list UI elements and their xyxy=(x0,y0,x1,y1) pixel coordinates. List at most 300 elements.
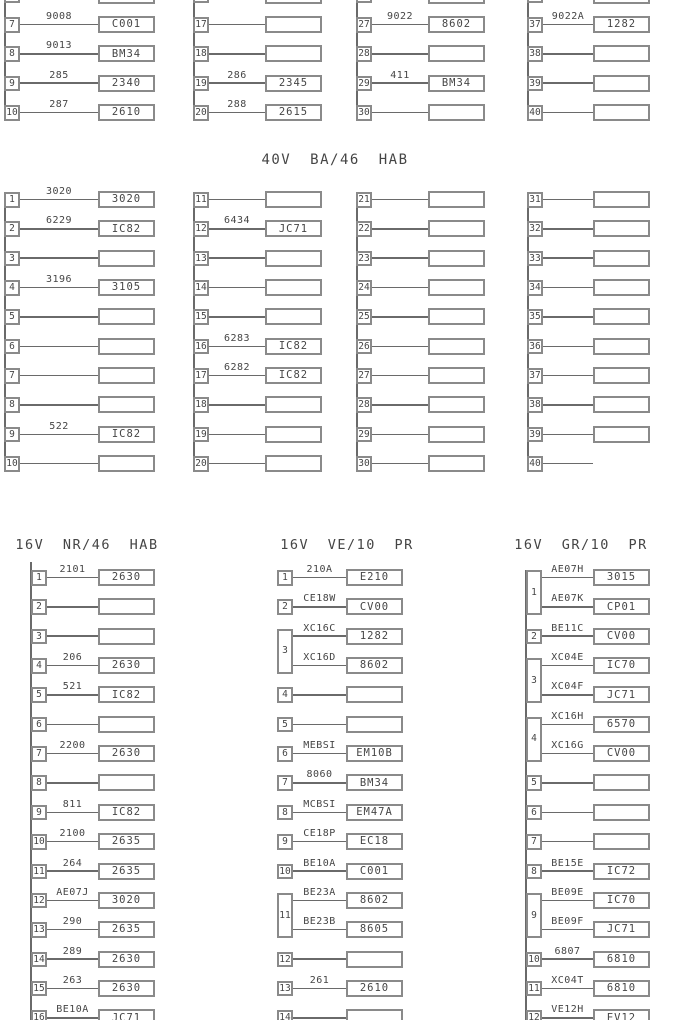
terminal-box xyxy=(346,951,403,968)
terminal-box: 6810 xyxy=(593,951,650,968)
pin-box: 22 xyxy=(356,221,372,237)
wire-label: BE09F xyxy=(551,916,584,928)
terminal-box xyxy=(346,716,403,733)
wire-label: AE07H xyxy=(551,564,584,575)
pin-box: 9 xyxy=(277,834,293,850)
wire-label: CE18P xyxy=(303,828,336,840)
wire-line xyxy=(209,375,265,377)
wire-line xyxy=(543,112,593,114)
pin-box: 27 xyxy=(356,17,372,33)
pin-box: 7 xyxy=(4,17,20,33)
wire-label: 411 xyxy=(390,69,410,81)
terminal-box xyxy=(428,455,485,472)
wire-line xyxy=(293,988,346,990)
wire-label: 6283 xyxy=(223,332,251,344)
wire-label: MCBSI xyxy=(303,798,336,810)
terminal-box: JC71 xyxy=(593,686,650,703)
wire-label: 3020 xyxy=(45,186,73,197)
terminal-box xyxy=(593,774,650,791)
wire-line xyxy=(542,724,593,726)
wire-line xyxy=(20,316,98,318)
pin-box: 26 xyxy=(356,339,372,355)
wire-line xyxy=(543,53,593,55)
pin-box: 38 xyxy=(527,46,543,62)
wire-label: XC16H xyxy=(551,710,584,722)
pin-box: 15 xyxy=(193,309,209,325)
pin-box: 8 xyxy=(4,397,20,413)
wire-line xyxy=(20,375,98,377)
pin-box xyxy=(4,0,20,3)
terminal-box xyxy=(98,628,155,645)
pin-box: 36 xyxy=(527,339,543,355)
wire-label: BE10A xyxy=(303,857,336,869)
wire-label: BE23A xyxy=(303,886,336,898)
wire-label: 263 xyxy=(62,974,83,986)
wire-line xyxy=(20,199,98,201)
wire-label: 290 xyxy=(62,916,83,928)
pin-box: 18 xyxy=(193,46,209,62)
pin-box: 8 xyxy=(277,805,293,821)
wire-label: AE07J xyxy=(56,886,89,898)
terminal-box xyxy=(265,426,322,443)
wire-line xyxy=(47,929,98,931)
pin-box: 31 xyxy=(527,192,543,208)
pin-box: 39 xyxy=(527,76,543,92)
wire-label: 2100 xyxy=(59,828,86,840)
wire-line xyxy=(293,606,346,608)
pin-box: 40 xyxy=(527,456,543,472)
wire-line xyxy=(20,112,98,114)
section-title-16v-gr10-pr: 16V GR/10 PR xyxy=(514,537,648,553)
wire-line xyxy=(372,257,428,259)
terminal-box: 2630 xyxy=(98,657,155,674)
terminal-box: 2635 xyxy=(98,833,155,850)
terminal-box: 2340 xyxy=(98,75,155,92)
terminal-box: IC82 xyxy=(98,804,155,821)
wire-line xyxy=(47,724,98,726)
terminal-box xyxy=(265,455,322,472)
wire-label: 9022 xyxy=(386,11,414,22)
pin-box: 11 xyxy=(277,893,293,938)
wire-label: 9013 xyxy=(45,40,73,52)
pin-box: 1 xyxy=(31,570,47,586)
wire-line xyxy=(47,958,98,960)
terminal-box xyxy=(98,338,155,355)
terminal-box: CP01 xyxy=(593,598,650,615)
terminal-box xyxy=(593,396,650,413)
wire-line xyxy=(542,958,593,960)
terminal-box: 2610 xyxy=(346,980,403,997)
wire-label: 6434 xyxy=(223,215,251,227)
wire-line xyxy=(209,316,265,318)
wire-line xyxy=(47,782,98,784)
terminal-box: 3020 xyxy=(98,191,155,208)
pin-box: 40 xyxy=(527,105,543,121)
pin-box: 5 xyxy=(277,717,293,733)
wire-line xyxy=(293,812,346,814)
wire-line xyxy=(372,228,428,230)
wire-line xyxy=(542,870,593,872)
wire-line xyxy=(542,694,593,696)
pin-box: 17 xyxy=(193,368,209,384)
terminal-box: 2630 xyxy=(98,951,155,968)
wire-line xyxy=(293,841,346,843)
terminal-box xyxy=(428,279,485,296)
pin-box xyxy=(356,0,372,3)
terminal-box xyxy=(265,308,322,325)
terminal-box: EM47A xyxy=(346,804,403,821)
terminal-box xyxy=(98,598,155,615)
pin-box: 16 xyxy=(193,339,209,355)
wire-line xyxy=(293,577,346,579)
wire-label: XC04F xyxy=(551,681,584,693)
wire-line xyxy=(47,870,98,872)
terminal-box: 2630 xyxy=(98,980,155,997)
wire-line xyxy=(372,287,428,289)
wire-line xyxy=(372,404,428,406)
wire-line xyxy=(542,665,593,667)
wire-line xyxy=(372,53,428,55)
pin-box: 19 xyxy=(193,427,209,443)
pin-box: 9 xyxy=(4,427,20,443)
terminal-box xyxy=(98,455,155,472)
pin-box: 7 xyxy=(31,746,47,762)
wire-line xyxy=(372,346,428,348)
wire-line xyxy=(293,900,346,902)
wire-label: XC16D xyxy=(303,652,336,664)
wire-line xyxy=(372,199,428,201)
wire-label: XC04E xyxy=(551,652,584,664)
terminal-box: IC72 xyxy=(593,863,650,880)
wire-line xyxy=(293,665,346,667)
wire-line xyxy=(293,958,346,960)
terminal-box: IC82 xyxy=(98,686,155,703)
pin-box: 8 xyxy=(31,775,47,791)
terminal-box xyxy=(428,367,485,384)
wire-line xyxy=(20,346,98,348)
pin-box: 6 xyxy=(4,339,20,355)
pin-box: 30 xyxy=(356,105,372,121)
wire-line xyxy=(209,463,265,465)
pin-box: 11 xyxy=(31,864,47,880)
wire-line xyxy=(20,287,98,289)
pin-box: 28 xyxy=(356,397,372,413)
pin-box: 6 xyxy=(526,805,542,821)
terminal-box: BM34 xyxy=(98,45,155,62)
wire-line xyxy=(372,434,428,436)
wire-line xyxy=(372,375,428,377)
wire-line xyxy=(20,24,98,26)
pin-box: 3 xyxy=(31,629,47,645)
terminal-box: JC71 xyxy=(98,1009,155,1020)
wire-line xyxy=(20,53,98,55)
wire-line xyxy=(543,404,593,406)
terminal-box: C001 xyxy=(346,863,403,880)
wire-line xyxy=(209,53,265,55)
terminal-box: EV12 xyxy=(593,1009,650,1020)
wire-line xyxy=(20,434,98,436)
wire-line xyxy=(20,404,98,406)
wire-line xyxy=(542,841,593,843)
terminal-box: 6570 xyxy=(593,716,650,733)
pin-box: 3 xyxy=(4,251,20,267)
wire-line xyxy=(542,900,593,902)
wire-line xyxy=(372,24,428,26)
terminal-box: 2635 xyxy=(98,863,155,880)
wire-line xyxy=(542,606,593,608)
wire-line xyxy=(209,434,265,436)
terminal-box xyxy=(593,75,650,92)
terminal-box: 2635 xyxy=(98,921,155,938)
wire-line xyxy=(372,82,428,84)
pin-box: 21 xyxy=(356,192,372,208)
terminal-box xyxy=(593,279,650,296)
terminal-box xyxy=(428,250,485,267)
wire-line xyxy=(543,375,593,377)
wire-line xyxy=(293,870,346,872)
wire-label: XC16C xyxy=(303,622,336,634)
wire-label: BE15E xyxy=(551,857,584,869)
pin-box xyxy=(193,0,209,3)
wire-line xyxy=(293,782,346,784)
wire-line xyxy=(20,463,98,465)
wire-line xyxy=(542,782,593,784)
terminal-box xyxy=(428,308,485,325)
wire-line xyxy=(542,988,593,990)
section-title-16v-nr46-hab: 16V NR/46 HAB xyxy=(15,537,159,553)
pin-box: 12 xyxy=(31,893,47,909)
wire-label: XC16G xyxy=(551,740,584,752)
terminal-box xyxy=(593,191,650,208)
terminal-box: BM34 xyxy=(346,774,403,791)
pin-box: 4 xyxy=(4,280,20,296)
wire-line xyxy=(47,635,98,637)
terminal-box xyxy=(593,104,650,121)
pin-box: 12 xyxy=(526,1010,542,1020)
wire-line xyxy=(543,346,593,348)
terminal-box xyxy=(98,367,155,384)
terminal-box: 3020 xyxy=(98,892,155,909)
wire-line xyxy=(542,812,593,814)
terminal-box xyxy=(98,396,155,413)
terminal-box xyxy=(593,804,650,821)
pin-box: 20 xyxy=(193,105,209,121)
wire-line xyxy=(543,287,593,289)
pin-box: 8 xyxy=(4,46,20,62)
wire-label: 521 xyxy=(62,681,83,693)
terminal-box xyxy=(98,774,155,791)
wire-line xyxy=(293,1017,346,1019)
pin-box: 1 xyxy=(526,570,542,615)
wire-label: 286 xyxy=(227,69,247,81)
terminal-box: BM34 xyxy=(428,75,485,92)
wire-line xyxy=(543,463,593,465)
pin-box: 10 xyxy=(277,864,293,880)
terminal-box xyxy=(98,250,155,267)
wire-line xyxy=(47,988,98,990)
terminal-box xyxy=(98,308,155,325)
wire-line xyxy=(47,900,98,902)
pin-box: 13 xyxy=(31,922,47,938)
pin-box: 35 xyxy=(527,309,543,325)
pin-box: 9 xyxy=(526,893,542,938)
pin-box: 29 xyxy=(356,76,372,92)
terminal-box xyxy=(265,279,322,296)
wire-label: 289 xyxy=(62,945,83,957)
pin-box: 10 xyxy=(4,105,20,121)
wire-label: 6282 xyxy=(223,362,251,374)
pin-box: 2 xyxy=(31,599,47,615)
wire-label: 522 xyxy=(49,420,69,432)
wire-line xyxy=(543,199,593,201)
wire-line xyxy=(209,24,265,26)
terminal-box: 8602 xyxy=(346,657,403,674)
wire-line xyxy=(543,257,593,259)
pin-box: 14 xyxy=(277,1010,293,1020)
pin-box: 2 xyxy=(4,221,20,237)
terminal-box xyxy=(593,338,650,355)
wire-label: 6229 xyxy=(45,215,73,227)
wire-line xyxy=(209,257,265,259)
terminal-box xyxy=(265,396,322,413)
terminal-box xyxy=(593,45,650,62)
wire-line xyxy=(209,199,265,201)
pin-box: 12 xyxy=(277,952,293,968)
wire-line xyxy=(542,929,593,931)
pin-box: 9 xyxy=(4,76,20,92)
wire-label: 288 xyxy=(227,99,247,111)
terminal-box: 1282 xyxy=(593,16,650,33)
terminal-box xyxy=(593,833,650,850)
wire-label: 9008 xyxy=(45,11,73,22)
terminal-box: 2630 xyxy=(98,569,155,586)
terminal-box: C001 xyxy=(98,16,155,33)
wire-label: XC04T xyxy=(551,974,584,986)
wire-line xyxy=(47,694,98,696)
pin-box: 13 xyxy=(193,251,209,267)
wire-label: 210A xyxy=(306,564,333,575)
wire-line xyxy=(209,404,265,406)
wire-line xyxy=(20,82,98,84)
pin-box: 10 xyxy=(526,952,542,968)
terminal-box xyxy=(593,0,650,4)
terminal-box: E210 xyxy=(346,569,403,586)
pin-box: 37 xyxy=(527,17,543,33)
pin-box: 3 xyxy=(526,658,542,703)
wire-line xyxy=(542,577,593,579)
terminal-box: 8605 xyxy=(346,921,403,938)
terminal-box: JC71 xyxy=(593,921,650,938)
terminal-box: IC82 xyxy=(265,367,322,384)
wire-line xyxy=(542,1017,593,1019)
wire-line xyxy=(47,812,98,814)
wire-line xyxy=(543,316,593,318)
pin-box: 28 xyxy=(356,46,372,62)
pin-box: 24 xyxy=(356,280,372,296)
wire-label: CE18W xyxy=(303,593,336,605)
wire-line xyxy=(372,112,428,114)
pin-box: 10 xyxy=(4,456,20,472)
terminal-box xyxy=(428,220,485,237)
pin-box: 14 xyxy=(193,280,209,296)
pin-box: 4 xyxy=(277,687,293,703)
wire-line xyxy=(209,287,265,289)
terminal-box xyxy=(593,250,650,267)
wire-label: BE09E xyxy=(551,886,584,898)
terminal-box: JC71 xyxy=(265,220,322,237)
wire-line xyxy=(47,1017,98,1019)
pin-box: 10 xyxy=(31,834,47,850)
terminal-box: IC82 xyxy=(265,338,322,355)
pin-box: 3 xyxy=(277,629,293,674)
wire-line xyxy=(372,463,428,465)
pin-box: 15 xyxy=(31,981,47,997)
terminal-box xyxy=(265,0,322,4)
wire-label: AE07K xyxy=(551,593,584,605)
terminal-box: IC82 xyxy=(98,426,155,443)
terminal-box xyxy=(593,367,650,384)
pin-box: 2 xyxy=(277,599,293,615)
wire-line xyxy=(293,635,346,637)
terminal-box: 8602 xyxy=(346,892,403,909)
pin-box: 6 xyxy=(277,746,293,762)
section-title-40v-ba46-hab: 40V BA/46 HAB xyxy=(261,152,409,168)
pin-box: 4 xyxy=(526,717,542,762)
wire-line xyxy=(47,841,98,843)
pin-box: 27 xyxy=(356,368,372,384)
wire-label: 287 xyxy=(49,99,69,111)
wire-label: 6807 xyxy=(554,945,581,957)
terminal-box xyxy=(346,1009,403,1020)
pin-box: 5 xyxy=(4,309,20,325)
pin-box: 25 xyxy=(356,309,372,325)
wire-label: 8060 xyxy=(306,769,333,781)
pin-box: 7 xyxy=(4,368,20,384)
wire-line xyxy=(543,434,593,436)
wire-line xyxy=(209,112,265,114)
wire-label: 9022A xyxy=(551,11,585,22)
pin-box: 11 xyxy=(526,981,542,997)
terminal-box: CV00 xyxy=(593,628,650,645)
terminal-box: EM10B xyxy=(346,745,403,762)
terminal-box: IC70 xyxy=(593,657,650,674)
pin-box: 9 xyxy=(31,805,47,821)
pin-box: 7 xyxy=(526,834,542,850)
wire-line xyxy=(293,753,346,755)
wire-line xyxy=(20,257,98,259)
terminal-box xyxy=(428,0,485,4)
pin-box: 6 xyxy=(31,717,47,733)
wire-line xyxy=(209,346,265,348)
wire-line xyxy=(47,665,98,667)
wire-line xyxy=(20,228,98,230)
terminal-box: 3015 xyxy=(593,569,650,586)
pin-box: 1 xyxy=(277,570,293,586)
wire-line xyxy=(372,316,428,318)
terminal-box: 6810 xyxy=(593,980,650,997)
terminal-box: IC70 xyxy=(593,892,650,909)
terminal-box xyxy=(428,396,485,413)
terminal-box xyxy=(593,220,650,237)
pin-box: 7 xyxy=(277,775,293,791)
terminal-box: 8602 xyxy=(428,16,485,33)
wire-label: 811 xyxy=(62,798,83,810)
pin-box: 13 xyxy=(277,981,293,997)
terminal-box xyxy=(428,45,485,62)
terminal-box xyxy=(265,45,322,62)
pin-box: 38 xyxy=(527,397,543,413)
wire-line xyxy=(47,606,98,608)
